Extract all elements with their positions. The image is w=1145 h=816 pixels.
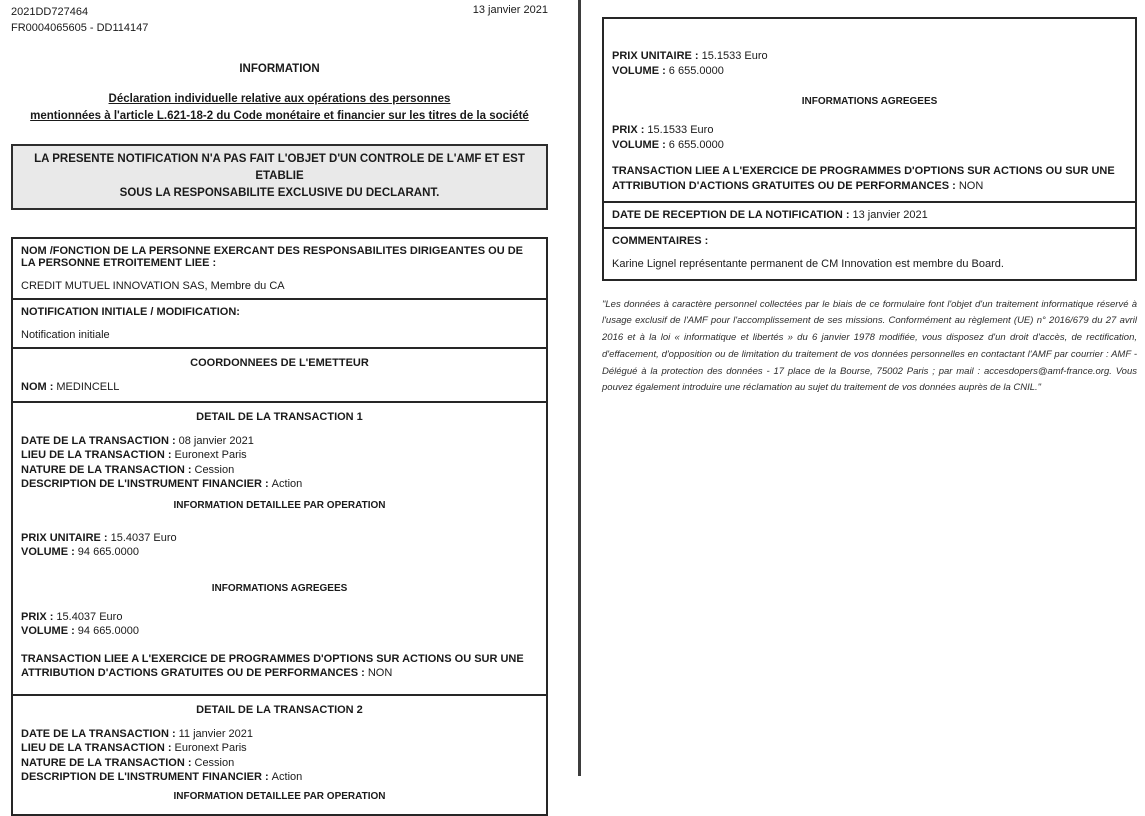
transaction-nature-field: [21, 756, 538, 771]
aggregated-info-title: INFORMATIONS AGREGEES: [211, 582, 348, 594]
field-label: PRIX :: [21, 610, 54, 623]
right-form-sections: [602, 17, 1137, 281]
volume-field: [612, 64, 1127, 79]
comments-label: COMMENTAIRES :: [612, 234, 709, 247]
transaction-date-field: [21, 727, 538, 742]
transaction-1-title: DETAIL DE LA TRANSACTION 1: [196, 410, 363, 423]
field-value: 13 janvier 2021: [852, 209, 928, 221]
disclaimer-line-2: SOUS LA RESPONSABILITE EXCLUSIVE DU DECLARANT.: [119, 187, 440, 199]
subtitle-line-1: Déclaration individuelle relative aux opérations des personnes: [108, 93, 451, 105]
header-date: 13 janvier 2021: [472, 4, 548, 16]
field-label: DATE DE RECEPTION DE LA NOTIFICATION :: [612, 209, 850, 221]
person-section: [11, 237, 548, 300]
notification-type-section: [11, 298, 548, 349]
field-value: 94 665.0000: [77, 546, 139, 558]
transaction-place-field: [21, 448, 538, 463]
unit-price-field: [612, 49, 1127, 64]
volume-field: [21, 545, 538, 560]
page-divider-line: [578, 0, 581, 776]
stock-options-field: [21, 652, 538, 681]
notification-type-value: Notification initiale: [21, 329, 110, 341]
field-label: VOLUME :: [612, 138, 666, 151]
field-label: LIEU DE LA TRANSACTION :: [21, 742, 172, 754]
field-value: 15.4037 Euro: [56, 610, 123, 623]
transaction-place-field: [21, 741, 538, 756]
field-label: NATURE DE LA TRANSACTION :: [21, 756, 192, 769]
notification-type-label: NOTIFICATION INITIALE / MODIFICATION:: [21, 306, 240, 318]
field-value: Euronext Paris: [174, 449, 247, 461]
field-label: VOLUME :: [612, 64, 666, 77]
field-value: 15.4037 Euro: [110, 531, 177, 544]
left-page: [11, 0, 548, 816]
comments-section: [602, 227, 1137, 281]
document-header: [11, 0, 548, 36]
field-label: VOLUME :: [21, 625, 75, 637]
field-label: VOLUME :: [21, 546, 75, 558]
aggregated-values: [612, 123, 1127, 152]
field-value: 11 janvier 2021: [178, 727, 254, 740]
field-label: DESCRIPTION DE L'INSTRUMENT FINANCIER :: [21, 478, 269, 490]
field-label: DATE DE LA TRANSACTION :: [21, 727, 176, 740]
transaction-2-fields: [21, 727, 538, 785]
field-value: Cession: [194, 463, 235, 476]
subtitle-line-2: mentionnées à l'article L.621-18-2 du Code monétaire et financier sur les titres de la société: [30, 110, 529, 122]
issuer-section: [11, 347, 548, 403]
transaction-1-section: [11, 401, 548, 696]
field-value: 08 janvier 2021: [178, 434, 254, 447]
comments-value: Karine Lignel représentante permanent de CM Innovation est membre du Board.: [612, 257, 1004, 270]
operation-detail-title: INFORMATION DETAILLEE PAR OPERATION: [173, 499, 386, 511]
stock-options-field: [612, 164, 1127, 193]
operation-detail-title: INFORMATION DETAILLEE PAR OPERATION: [173, 790, 386, 802]
field-label: LIEU DE LA TRANSACTION :: [21, 449, 172, 461]
disclaimer-line-1: LA PRESENTE NOTIFICATION N'A PAS FAIT L'OBJET D'UN CONTROLE DE L'AMF ET EST ETABLIE: [34, 153, 525, 182]
field-label: TRANSACTION LIEE A L'EXERCICE DE PROGRAMMES D'OPTIONS SUR ACTIONS OU SUR UNE ATTRIBUTION D'ACTIONS GRATUITES OU DE PERFORMANCES :: [21, 652, 524, 679]
field-value: Euronext Paris: [174, 742, 247, 754]
aggregated-volume-field: [21, 624, 538, 639]
field-value: Cession: [194, 756, 235, 769]
person-label: NOM /FONCTION DE LA PERSONNE EXERCANT DES RESPONSABILITES DIRIGEANTES OU DE LA PERSONNE ETROITEMENT LIEE :: [21, 245, 523, 269]
aggregated-price-field: [21, 610, 538, 625]
gdpr-legal-notice: "Les données à caractère personnel collectées par le biais de ce formulaire font l'objet d'un traitement informatique réservé à l'usage exclusif de l'AMF pour l'accomplissement de ses missions. Conformément au règlement (UE) n° 2016/679 du 27 avril 2016 et à la loi « informatique et libertés » du 6 janvier 1978 modifiée, vous disposez d'un droit d'accès, de rectification, d'effacement, d'opposition ou de limitation du traitement de vos données personnelles en contactant l'AMF par courrier : AMF - Délégué à la protection des données - 17 place de la Bourse, 75002 Paris ; par mail : accesdopers@amf-france.org. Vous pouvez également introduire une réclamation au sujet du traitement de vos données auprès de la CNIL.": [602, 298, 1137, 394]
issuer-name-label: NOM :: [21, 381, 54, 393]
field-label: DATE DE LA TRANSACTION :: [21, 434, 176, 447]
page-title: INFORMATION: [239, 63, 320, 75]
field-value: Action: [271, 771, 303, 783]
instrument-description-field: [21, 477, 538, 492]
form-sections: [11, 237, 548, 816]
transaction-1-fields: [21, 434, 538, 492]
reception-date-section: [602, 201, 1137, 229]
field-label: PRIX UNITAIRE :: [612, 50, 699, 62]
operation-detail-values: [21, 531, 538, 560]
document-subtitle: [11, 91, 548, 125]
field-value: NON: [958, 179, 984, 192]
amf-disclaimer-box: [11, 144, 548, 210]
field-value: 15.1533 Euro: [647, 124, 714, 136]
issuer-section-title: COORDONNEES DE L'EMETTEUR: [190, 357, 369, 369]
field-value: 94 665.0000: [77, 625, 139, 637]
issuer-name-value: MEDINCELL: [56, 381, 120, 393]
transaction-date-field: [21, 434, 538, 449]
field-label: TRANSACTION LIEE A L'EXERCICE DE PROGRAMMES D'OPTIONS SUR ACTIONS OU SUR UNE ATTRIBUTION D'ACTIONS GRATUITES OU DE PERFORMANCES :: [612, 165, 1115, 192]
aggregated-values: [21, 610, 538, 639]
field-label: NATURE DE LA TRANSACTION :: [21, 463, 192, 476]
field-value: Action: [271, 478, 303, 490]
transaction-2-continued-section: [602, 17, 1137, 203]
aggregated-info-title: INFORMATIONS AGREGEES: [801, 96, 938, 107]
header-left-block: [11, 4, 148, 36]
field-value: 6 655.0000: [668, 138, 724, 151]
aggregated-price-field: [612, 123, 1127, 138]
transaction-2-section: [11, 694, 548, 816]
transaction-nature-field: [21, 463, 538, 478]
field-value: 15.1533 Euro: [701, 50, 768, 62]
instrument-description-field: [21, 770, 538, 785]
reception-date-field: [612, 208, 1127, 223]
field-value: NON: [367, 667, 393, 679]
field-label: DESCRIPTION DE L'INSTRUMENT FINANCIER :: [21, 771, 269, 783]
field-label: PRIX :: [612, 124, 645, 136]
isin-reference: FR0004065605 - DD114147: [11, 22, 149, 34]
unit-price-field: [21, 531, 538, 546]
field-label: PRIX UNITAIRE :: [21, 531, 108, 544]
declaration-number: 2021DD727464: [11, 6, 89, 18]
issuer-name-field: [21, 380, 538, 395]
aggregated-volume-field: [612, 138, 1127, 153]
transaction-2-title: DETAIL DE LA TRANSACTION 2: [196, 703, 363, 716]
field-value: 6 655.0000: [668, 64, 724, 77]
person-value: CREDIT MUTUEL INNOVATION SAS, Membre du CA: [21, 280, 285, 292]
right-page: [602, 17, 1137, 397]
